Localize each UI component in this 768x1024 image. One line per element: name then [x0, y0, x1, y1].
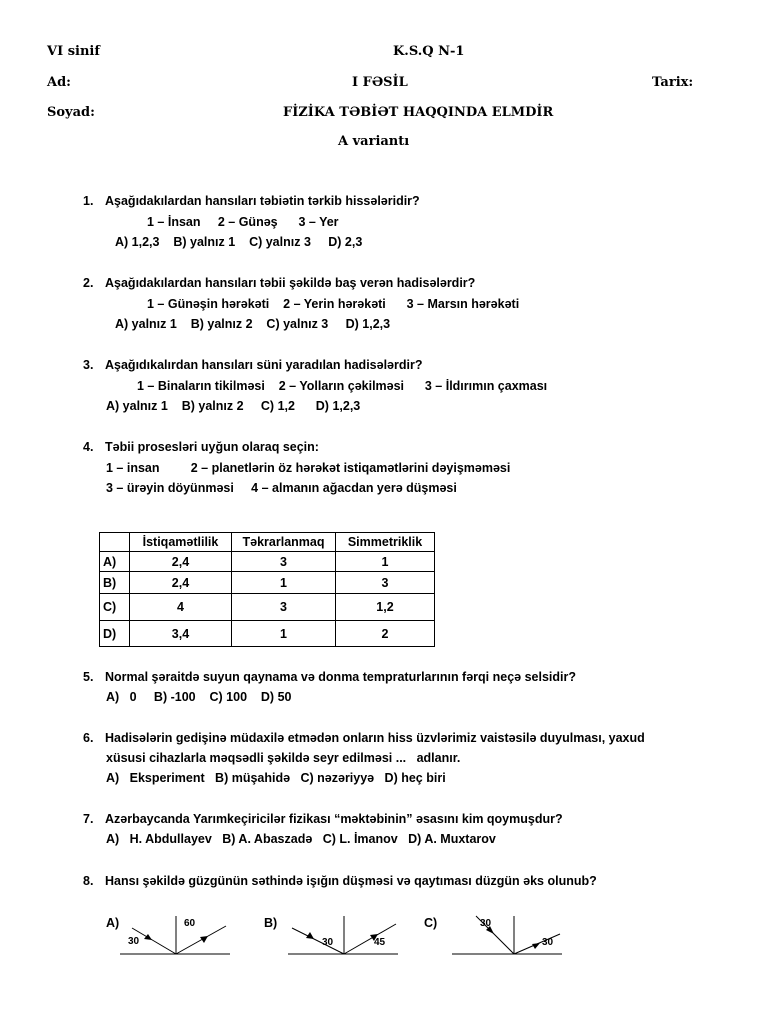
table-header-cell: Təkrarlanmaq	[232, 533, 336, 552]
question-7	[83, 812, 563, 826]
date-label: Tarix:	[652, 75, 694, 90]
table-header-cell: Simmetriklik	[336, 533, 435, 552]
table-cell: 2,4	[130, 552, 232, 572]
figure-b-label: B)	[264, 916, 278, 930]
table-cell: 3	[232, 594, 336, 621]
question-2-answers: A) yalnız 1 B) yalnız 2 C) yalnız 3 D) 1,2,3	[115, 317, 391, 331]
question-text: Aşağıdakılardan hansıları təbii şəkildə baş verən hadisələrdir?	[105, 276, 476, 290]
table-cell: A)	[100, 552, 130, 572]
mirror-figure-a	[118, 912, 240, 962]
table-cell: B)	[100, 572, 130, 594]
question-3-items: 1 – Binaların tikilməsi 2 – Yolların çəkilməsi 3 – İldırımın çaxması	[137, 379, 548, 393]
question-1-items: 1 – İnsan 2 – Günəş 3 – Yer	[147, 215, 339, 229]
incident-arrow-icon	[144, 934, 152, 940]
table-cell: 2	[336, 621, 435, 647]
mirror-figure-b	[282, 912, 412, 962]
table-header-cell: İstiqamətlilik	[130, 533, 232, 552]
angle-label: 45	[374, 937, 386, 948]
question-3-answers: A) yalnız 1 B) yalnız 2 C) 1,2 D) 1,2,3	[106, 399, 361, 413]
table-cell: 4	[130, 594, 232, 621]
table-cell: 3,4	[130, 621, 232, 647]
question-number: 8.	[83, 874, 94, 888]
table-cell: D)	[100, 621, 130, 647]
table-cell: C)	[100, 594, 130, 621]
question-text: Aşağıdakılardan hansıları təbiətin tərkib hissələridir?	[105, 194, 420, 208]
surname-label: Soyad:	[47, 105, 95, 120]
mirror-figure-c	[448, 912, 572, 962]
table-header-cell	[100, 533, 130, 552]
reflected-ray	[344, 924, 396, 954]
chapter-title: I FƏSİL	[352, 75, 408, 90]
incident-ray	[292, 928, 344, 954]
table-row	[100, 594, 435, 621]
table-header-row	[100, 533, 435, 552]
question-5	[83, 670, 576, 684]
question-number: 7.	[83, 812, 94, 826]
question-2	[83, 276, 475, 290]
question-1-answers: A) 1,2,3 B) yalnız 1 C) yalnız 3 D) 2,3	[115, 235, 363, 249]
reflected-arrow-icon	[532, 943, 540, 949]
table-cell: 1	[336, 552, 435, 572]
angle-label: 30	[542, 937, 554, 948]
question-text: Təbii prosesləri uyğun olaraq seçin:	[105, 440, 319, 454]
question-number: 2.	[83, 276, 94, 290]
table-row	[100, 572, 435, 594]
question-6	[83, 731, 645, 745]
question-number: 5.	[83, 670, 94, 684]
table-cell: 1,2	[336, 594, 435, 621]
question-7-answers: A) H. Abdullayev B) A. Abaszadə C) L. İmanov D) A. Muxtarov	[106, 832, 496, 846]
question-8	[83, 874, 597, 888]
name-label: Ad:	[47, 75, 71, 90]
table-cell: 1	[232, 621, 336, 647]
question-number: 1.	[83, 194, 94, 208]
question-text: Hadisələrin gedişinə müdaxilə etmədən onların hiss üzvlərimiz vaistəsilə duyulması, yaxud	[105, 731, 645, 745]
question-2-items: 1 – Günəşin hərəkəti 2 – Yerin hərəkəti 3 – Marsın hərəkəti	[147, 297, 520, 311]
angle-label: 30	[128, 936, 140, 947]
table-cell: 1	[232, 572, 336, 594]
question-number: 6.	[83, 731, 94, 745]
angle-label: 60	[184, 918, 196, 929]
question-6-answers: A) Eksperiment B) müşahidə C) nəzəriyyə D) heç biri	[106, 771, 446, 785]
angle-label: 30	[480, 918, 492, 929]
table-cell: 3	[336, 572, 435, 594]
question-number: 4.	[83, 440, 94, 454]
question-4-items-1: 1 – insan 2 – planetlərin öz hərəkət istiqamətlərini dəyişməməsi	[106, 461, 511, 475]
variant-label: A variantı	[338, 134, 410, 149]
test-code: K.S.Q N-1	[393, 44, 465, 59]
reflected-ray	[176, 926, 226, 954]
question-text: Hansı şəkildə güzgünün səthində işığın düşməsi və qaytıması düzgün əks olunub?	[105, 874, 597, 888]
angle-label: 30	[322, 937, 334, 948]
table-cell: 3	[232, 552, 336, 572]
question-text: Normal şəraitdə suyun qaynama və donma tempraturlarının fərqi neçə selsidir?	[105, 670, 576, 684]
table-row	[100, 621, 435, 647]
question-3	[83, 358, 422, 372]
grade-label: VI sinif	[47, 44, 100, 59]
question-1	[83, 194, 420, 208]
topic-title: FİZİKA TƏBİƏT HAQQINDA ELMDİR	[283, 105, 554, 120]
answer-table	[99, 532, 435, 647]
question-6-text-2: xüsusi cihazlarla məqsədli şəkildə seyr edilməsi ... adlanır.	[106, 751, 461, 765]
table-row	[100, 552, 435, 572]
question-text: Azərbaycanda Yarımkeçiricilər fizikası “məktəbinin” əsasını kim qoymuşdur?	[105, 812, 563, 826]
question-number: 3.	[83, 358, 94, 372]
table-cell: 2,4	[130, 572, 232, 594]
question-5-answers: A) 0 B) -100 C) 100 D) 50	[106, 690, 292, 704]
figure-c-label: C)	[424, 916, 438, 930]
question-4	[83, 440, 319, 454]
figure-a-label: A)	[106, 916, 120, 930]
question-text: Aşağıdıkalırdan hansıları süni yaradılan hadisələrdir?	[105, 358, 423, 372]
question-4-items-2: 3 – ürəyin döyünməsi 4 – almanın ağacdan yerə düşməsi	[106, 481, 457, 495]
